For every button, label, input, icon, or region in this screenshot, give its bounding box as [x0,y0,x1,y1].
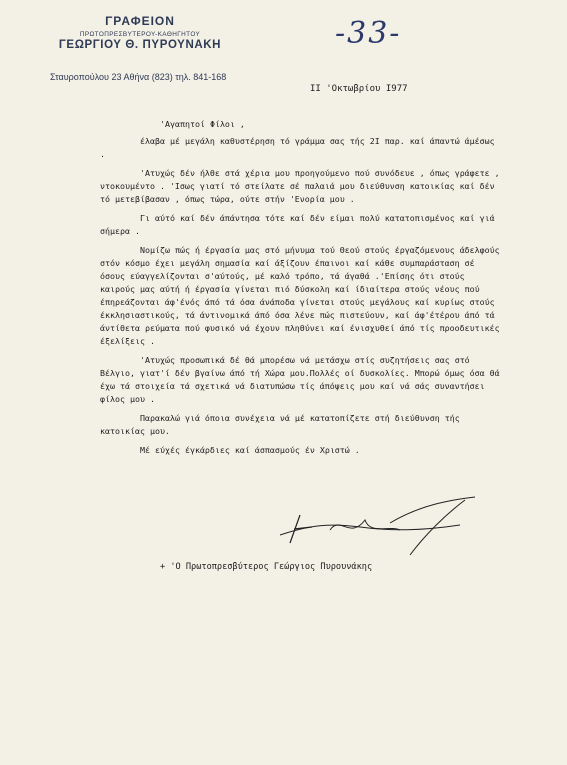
paragraph: Γι αύτό καί δέν άπάντησα τότε καί δέν είμαι πολύ κατατοπισμένος καί γιά σήμερα . [100,213,495,236]
paragraph: Νομίζω πώς ή έργασία μας στό μήνυμα τού Θεού στούς έργαζόμενους άδελφούς στόν κόσμο έχει μεγάλη σημασία καί άξίζουν έπαινοι καί κάθε συμπαράσταση σέ όσους εύαγγελίζονται σ'αύτούς, μέ καλό τρόπο, τά άγαθά .'Επίσης ότι στούς καιρούς μας αύτή ή έργασία γίνεται πιό δύσκολη καί ίδιαίτερα στούς νέους πού έπηρεάζονται άφ'ένός άπό τά όσα άνάποδα γίνεται στούς μεγάλους καί κυρίως στούς έκκλησιαστικούς, τά άντινομικά άπό όσα λένε πώς πιστεύουν, καί άφ'έτέρου άπό τά άντίθετα ρεύματα πού φυσικό νά έχουν πληθύνει καί ένισχυθεί άπό τίς προοδευτικές έξελίξεις . [100,245,500,346]
letterhead-name: ΓΕΩΡΓΙΟΥ Θ. ΠΥΡΟΥΝΑΚΗ [58,39,222,51]
handwritten-signature [270,495,480,565]
letterhead-title: ΓΡΑΦΕΙΟΝ [105,14,175,28]
letterhead [50,14,230,51]
paragraph: 'Ατυχώς δέν ήλθε στά χέρια μου προηγούμενο πού συνόδευε , όπως γράφετε , ντοκουμέντο . 'Ισως γιατί τό στείλατε σέ παλαιά μου διεύθυνση κατοικίας καί δέν τό μετεβίβασαν , όπως τώρα, ούτε στήν 'Ενορία μου . [100,168,500,204]
closing: Μέ εύχές έγκάρδιες καί άσπασμούς έν Χριστώ . [140,445,360,455]
letterhead-address: Σταυροπούλου 23 Αθήνα (823) τηλ. 841-168 [50,72,227,82]
handwritten-page-number: -33- [335,16,402,51]
paragraph: Παρακαλώ γιά όποια συνέχεια νά μέ κατατοπίζετε στή διεύθυνση τής κατοικίας μου. [100,413,460,436]
letterhead-subtitle: ΠΡΩΤΟΠΡΕΣΒΥΤΕΡΟΥ-ΚΑΘΗΓΗΤΟΥ [79,31,201,38]
paragraph: έλαβα μέ μεγάλη καθυστέρηση τό γράμμα σας τής 2Ι παρ. καί άπαντώ άμέσως . [100,136,495,159]
letter-body [100,118,500,463]
letter-date: ΙΙ 'Οκτωβρίου Ι977 [310,84,408,94]
signature-line: + 'Ο Πρωτοπρεσβύτερος Γεώργιος Πυρουνάκης [160,562,373,572]
greeting: 'Αγαπητοί Φίλοι , [160,119,245,129]
paragraph: 'Ατυχώς προσωπικά δέ θά μπορέσω νά μετάσχω στίς συζητήσεις σας στό Βέλγιο, γιατ'ί δέν βγαίνω άπό τή Χώρα μου.Πολλές οί δυσκολίες. Μπορώ όμως όσα θά έχω τά στοιχεία τά σχετικά νά διατυπώσω τίς άπόψεις μου καί νά σάς συναντήσει φίλος μου . [100,355,500,404]
